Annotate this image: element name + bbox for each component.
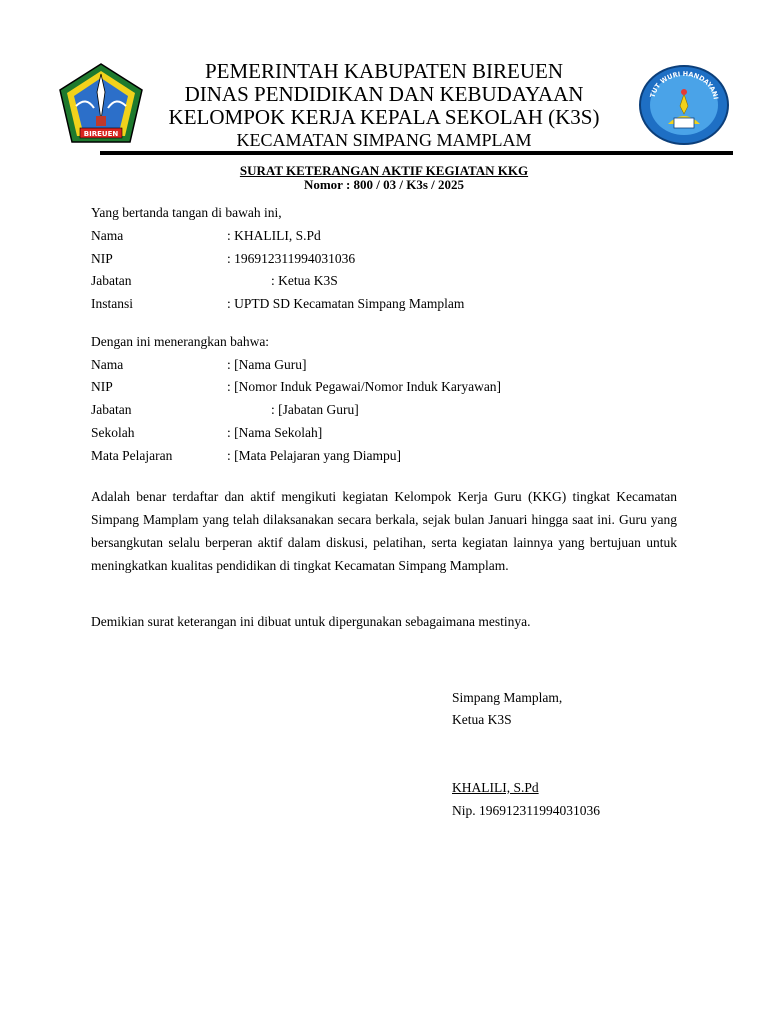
signer-intro: Yang bertanda tangan di bawah ini,: [91, 205, 282, 220]
signer-label-institution: Instansi: [91, 296, 133, 311]
agency-name: DINAS PENDIDIKAN DAN KEBUDAYAAN: [184, 82, 584, 106]
letterhead: [40, 60, 732, 152]
organization-name: KELOMPOK KERJA KEPALA SEKOLAH (K3S): [168, 105, 600, 129]
signer-label-position: Jabatan: [91, 273, 132, 288]
subject-value-subject: : [Mata Pelajaran yang Diampu]: [227, 448, 401, 463]
letter-number: Nomor : 800 / 03 / K3s / 2025: [303, 177, 465, 192]
subject-label-nip: NIP: [91, 379, 113, 394]
signer-label-name: Nama: [91, 228, 124, 243]
bireuen-emblem-icon: [56, 62, 146, 146]
subject-value-position: : [Jabatan Guru]: [271, 402, 359, 417]
signature-place: Simpang Mamplam,: [452, 690, 563, 705]
letter-heading: SURAT KETERANGAN AKTIF KEGIATAN KKG: [239, 163, 529, 178]
signature-nip: Nip. 196912311994031036: [452, 803, 600, 818]
svg-text:BIREUEN: BIREUEN: [83, 130, 119, 138]
closing-sentence: Demikian surat keterangan ini dibuat untuk dipergunakan sebagaimana mestinya.: [91, 614, 531, 629]
subject-label-position: Jabatan: [91, 402, 132, 417]
subject-intro: Dengan ini menerangkan bahwa:: [91, 334, 270, 349]
svg-text:TUT WURI HANDAYANI: TUT WURI HANDAYANI: [648, 69, 720, 100]
signer-value-nip: : 196912311994031036: [227, 251, 356, 266]
header-rule: [100, 151, 733, 155]
letter-title: [0, 164, 768, 192]
signer-label-nip: NIP: [91, 251, 113, 266]
subject-label-name: Nama: [91, 357, 124, 372]
letterhead-text: [140, 60, 628, 151]
signer-value-institution: : UPTD SD Kecamatan Simpang Mamplam: [227, 296, 465, 311]
subject-label-school: Sekolah: [91, 425, 135, 440]
signature-role: Ketua K3S: [452, 712, 512, 727]
subject-label-subject: Mata Pelajaran: [91, 448, 173, 463]
tut-wuri-handayani-emblem-icon: [638, 64, 730, 146]
subject-value-nip: : [Nomor Induk Pegawai/Nomor Induk Karyawan]: [227, 379, 502, 394]
signer-value-position: : Ketua K3S: [271, 273, 338, 288]
signer-value-name: : KHALILI, S.Pd: [227, 228, 321, 243]
government-name: PEMERINTAH KABUPATEN BIREUEN: [204, 59, 564, 83]
body-paragraph: Adalah benar terdaftar dan aktif mengikuti kegiatan Kelompok Kerja Guru (KKG) tingkat Kecamatan Simpang Mamplam yang telah dilaksanakan secara berkala, sejak bulan Januari hingga saat ini. Guru yang bersangkutan selalu berperan aktif dalam diskusi, pelatihan, serta kegiatan lainnya yang bertujuan untuk meningkatkan kualitas pendidikan di tingkat Kecamatan Simpang Mamplam.: [91, 489, 677, 573]
subject-value-name: : [Nama Guru]: [227, 357, 307, 372]
subject-value-school: : [Nama Sekolah]: [227, 425, 323, 440]
district-name: KECAMATAN SIMPANG MAMPLAM: [236, 130, 532, 150]
signature-name: KHALILI, S.Pd: [452, 780, 539, 795]
